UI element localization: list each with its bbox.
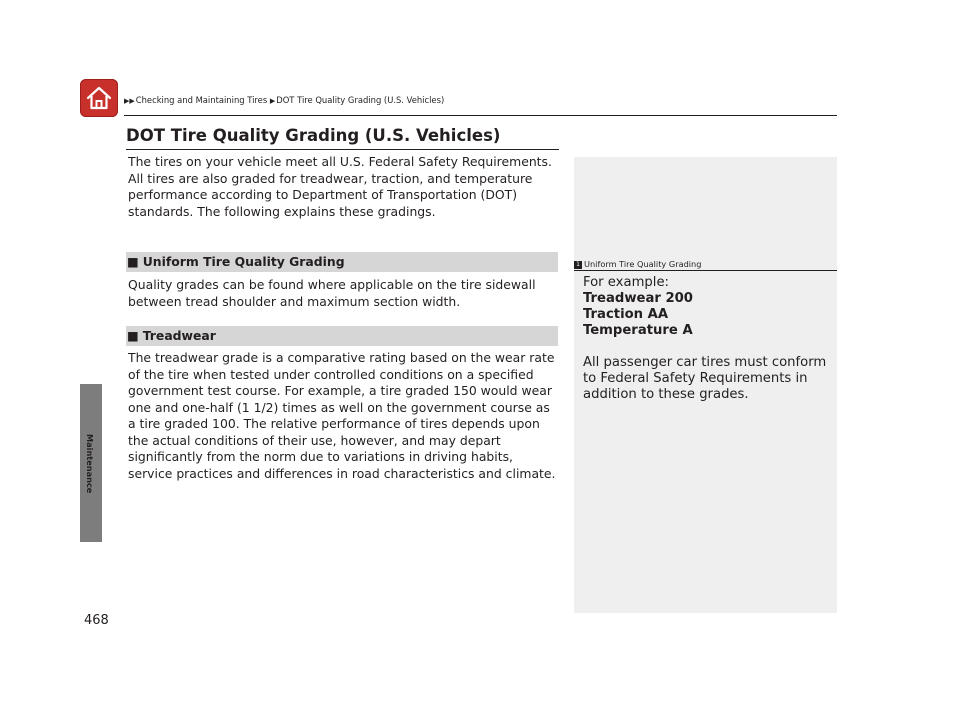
breadcrumb — [124, 95, 444, 105]
note-heading — [574, 259, 701, 269]
breadcrumb-item-dot-grading[interactable]: DOT Tire Quality Grading (U.S. Vehicles) — [276, 95, 445, 105]
breadcrumb-arrow-icon: ▶ — [269, 97, 276, 105]
note-marker-icon: 1 — [574, 261, 582, 269]
section-tab-label: Maintenance — [85, 434, 95, 494]
uniform-grading-paragraph: Quality grades can be found where applicable on the tire sidewall between tread shoulder and maximum section width. — [128, 277, 536, 309]
header-divider — [124, 115, 837, 116]
section-heading-text: Treadwear — [142, 328, 216, 343]
square-bullet-icon: ■ — [127, 254, 139, 269]
intro-paragraph: The tires on your vehicle meet all U.S. Federal Safety Requirements. All tires are also graded for treadwear, traction, and temperature performance according to Department of Transportation (DOT) standards. The following explains these gradings. — [128, 154, 552, 219]
breadcrumb-arrow-icon: ▶▶ — [124, 97, 135, 105]
note-example-label: For example: — [583, 275, 670, 290]
page-number: 468 — [84, 613, 109, 628]
home-icon — [86, 86, 112, 110]
section-heading-treadwear — [126, 326, 558, 346]
page-title: DOT Tire Quality Grading (U.S. Vehicles) — [126, 126, 501, 145]
note-body — [583, 275, 831, 403]
square-bullet-icon: ■ — [127, 328, 139, 343]
section-heading-uniform-grading — [126, 252, 558, 272]
note-example-temperature: Temperature A — [583, 323, 693, 338]
section-heading-text: Uniform Tire Quality Grading — [142, 254, 345, 269]
note-example-treadwear: Treadwear 200 — [583, 291, 693, 306]
note-title: Uniform Tire Quality Grading — [584, 259, 702, 269]
note-divider — [574, 270, 837, 271]
note-example-traction: Traction AA — [583, 307, 669, 322]
breadcrumb-item-tires[interactable]: Checking and Maintaining Tires — [135, 95, 268, 105]
home-button[interactable] — [80, 79, 118, 117]
title-divider — [126, 149, 559, 150]
treadwear-paragraph: The treadwear grade is a comparative rating based on the wear rate of the tire when tested under controlled conditions on a specified government test course. For example, a tire graded 150 would wear one and one-half (1 1/2) times as well on the government course as a tire graded 100. The relative performance of tires depends upon the actual conditions of their use, however, and may depart significantly from the norm due to variations in driving habits, service practices and differences in road characteristics and climate. — [128, 350, 556, 481]
note-text: All passenger car tires must conform to Federal Safety Requirements in addition to these grades. — [583, 355, 827, 402]
